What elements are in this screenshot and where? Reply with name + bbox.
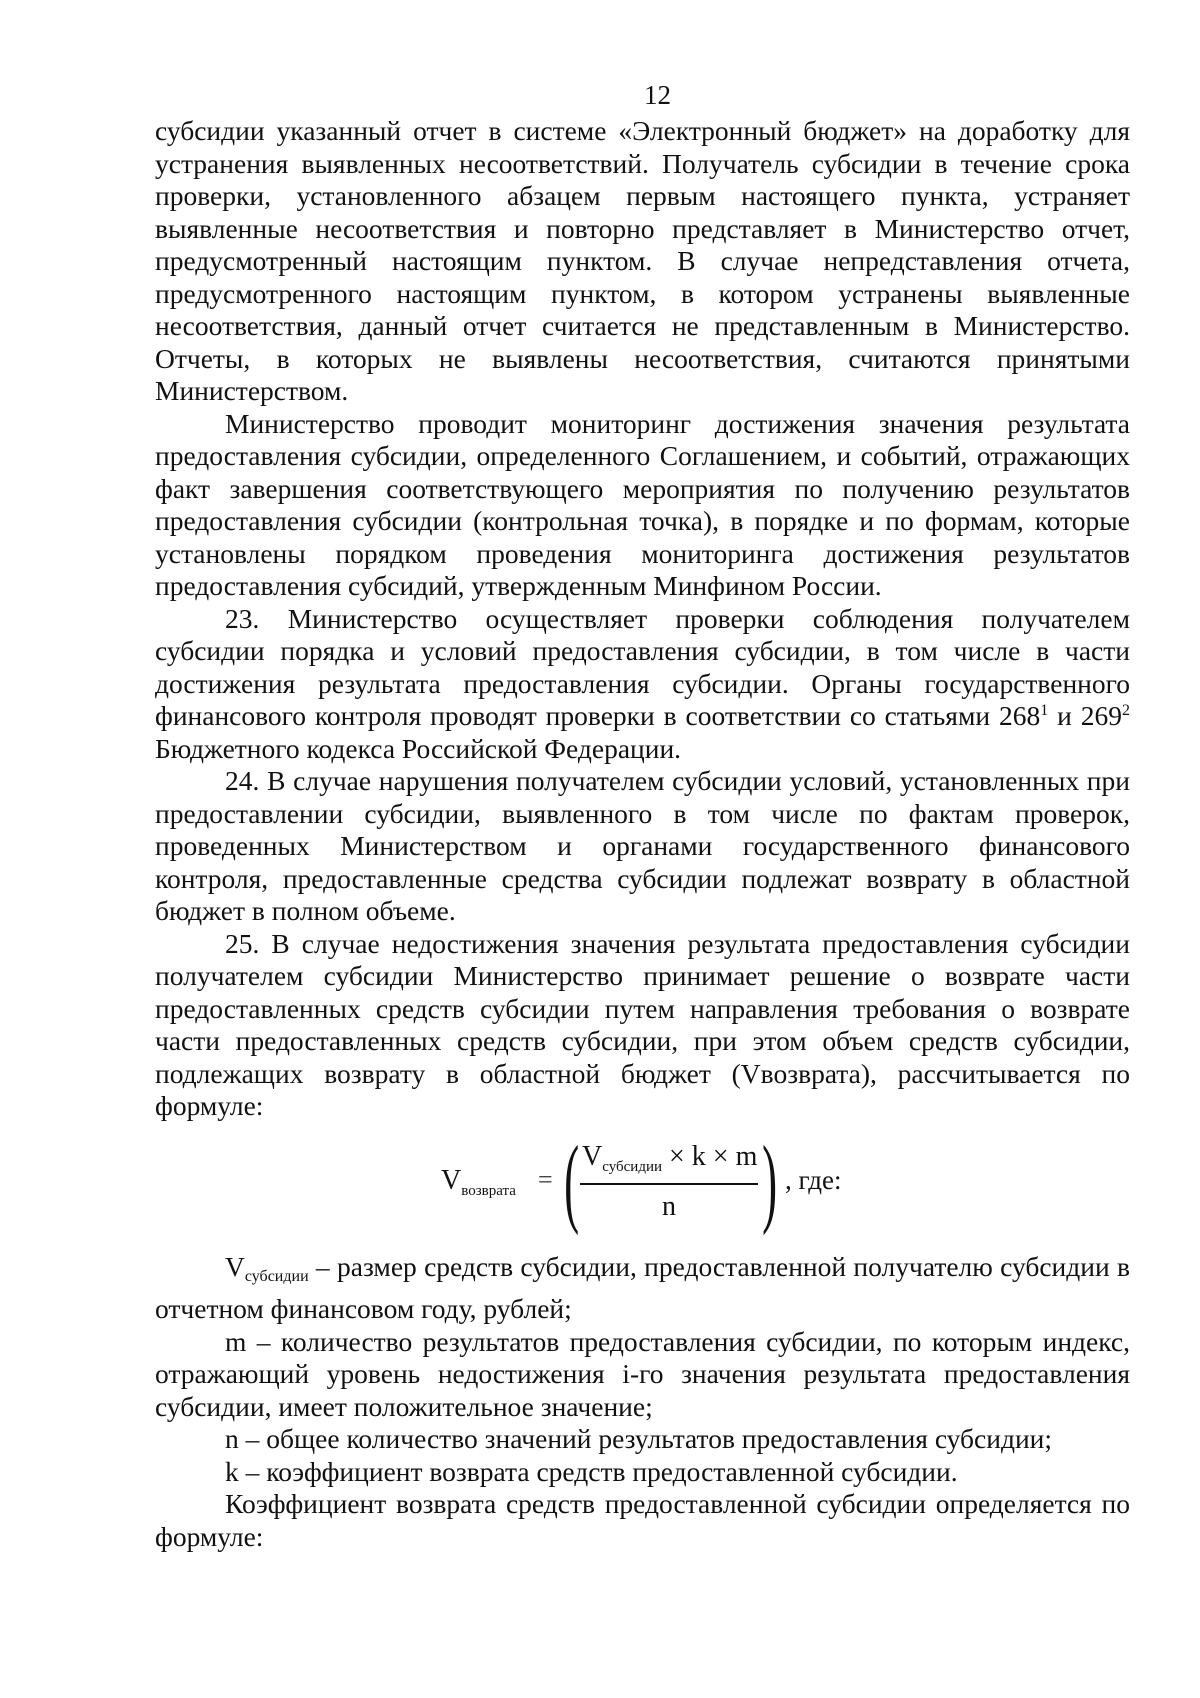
definition-m: m – количество результатов предоставления субсидии, по которым индекс, отражающий уровень недостижения i-го значения результата предоставления субсидии, имеет положительное значение;: [155, 1325, 1130, 1422]
return-volume-formula: [155, 1125, 1130, 1245]
page-number: 12: [644, 80, 671, 110]
formula-numerator: $V_{субсидии} \times k \times m$: [582, 1140, 758, 1175]
definition-n: n – общее количество значений результатов предоставления субсидии;: [225, 1423, 1053, 1454]
paragraph-24: 24. В случае нарушения получателем субсидии условий, установленных при предоставлении субсидии, выявленного в том числе по фактам проверок, проведенных Министерством и органами государственного финансового контроля, предоставленные средства субсидии подлежат возврату в областной бюджет в полном объеме.: [155, 765, 1130, 926]
paragraph-report-revision: субсидии указанный отчет в системе «Электронный бюджет» на доработку для устранения выявленных несоответствий. Получатель субсидии в течение срока проверки, установленного абзацем первым настоящего пункта, устраняет выявленные несоответствия и повторно представляет в Министерство отчет, предусмотренный настоящим пунктом. В случае непредставления отчета, предусмотренного настоящим пунктом, в котором устранены выявленные несоответствия, данный отчет считается не представленным в Министерство. Отчеты, в которых не выявлены несоответствия, считаются принятыми Министерством.: [155, 115, 1130, 406]
p23-text-a: 23. Министерство осуществляет проверки соблюдения получателем субсидии порядка и условий предоставления субсидии, в том числе в части достижения результата предоставления субсидии. Органы государственного финансового контроля проводят проверки в соответствии со статьями 268: [155, 602, 1130, 731]
formula-left-paren: (: [564, 1124, 580, 1236]
definition-k: k – коэффициент возврата средств предоставленной субсидии.: [225, 1455, 958, 1487]
paragraph-25: 25. В случае недостижения значения результата предоставления субсидии получателем субсидии Министерство принимает решение о возврате части предоставленных средств субсидии путем направления требования о возврате части предоставленных средств субсидии, при этом объем средств субсидии, подлежащих возврату в областной бюджет (Vвозврата), рассчитывается по формуле:: [155, 927, 1130, 1121]
formula-tail: , где:: [785, 1164, 842, 1195]
formula-equals: =: [538, 1164, 553, 1194]
formula-denominator: n: [662, 1190, 676, 1222]
formula-fraction-bar: [580, 1183, 758, 1185]
paragraph-23: [155, 603, 1130, 766]
p23-sup-b: 2: [1122, 701, 1130, 719]
p23-text-b: и 269: [1048, 700, 1122, 731]
formula-right-paren: ): [762, 1124, 778, 1236]
paragraph-coefficient-formula-intro: Коэффициент возврата средств предоставленной субсидии определяется по формуле:: [155, 1488, 1130, 1552]
p23-sup-a: 1: [1040, 701, 1049, 719]
definition-v-subsidy: $V_{субсидии}$ – размер средств субсидии, предоставленной получателю субсидии в отчетном финансовом году, рублей;: [155, 1250, 1130, 1324]
formula-lhs: $V_{возврата}$: [441, 1164, 516, 1199]
p23-text-c: Бюджетного кодекса Российской Федерации.: [155, 732, 682, 764]
paragraph-monitoring: Министерство проводит мониторинг достижения значения результата предоставления субсидии, определенного Соглашением, и событий, отражающих факт завершения соответствующего мероприятия по получению результатов предоставления субсидии (контрольная точка), в порядке и по формам, которые установлены порядком проведения мониторинга достижения результатов предоставления субсидий, утвержденным Минфином России.: [155, 407, 1130, 601]
